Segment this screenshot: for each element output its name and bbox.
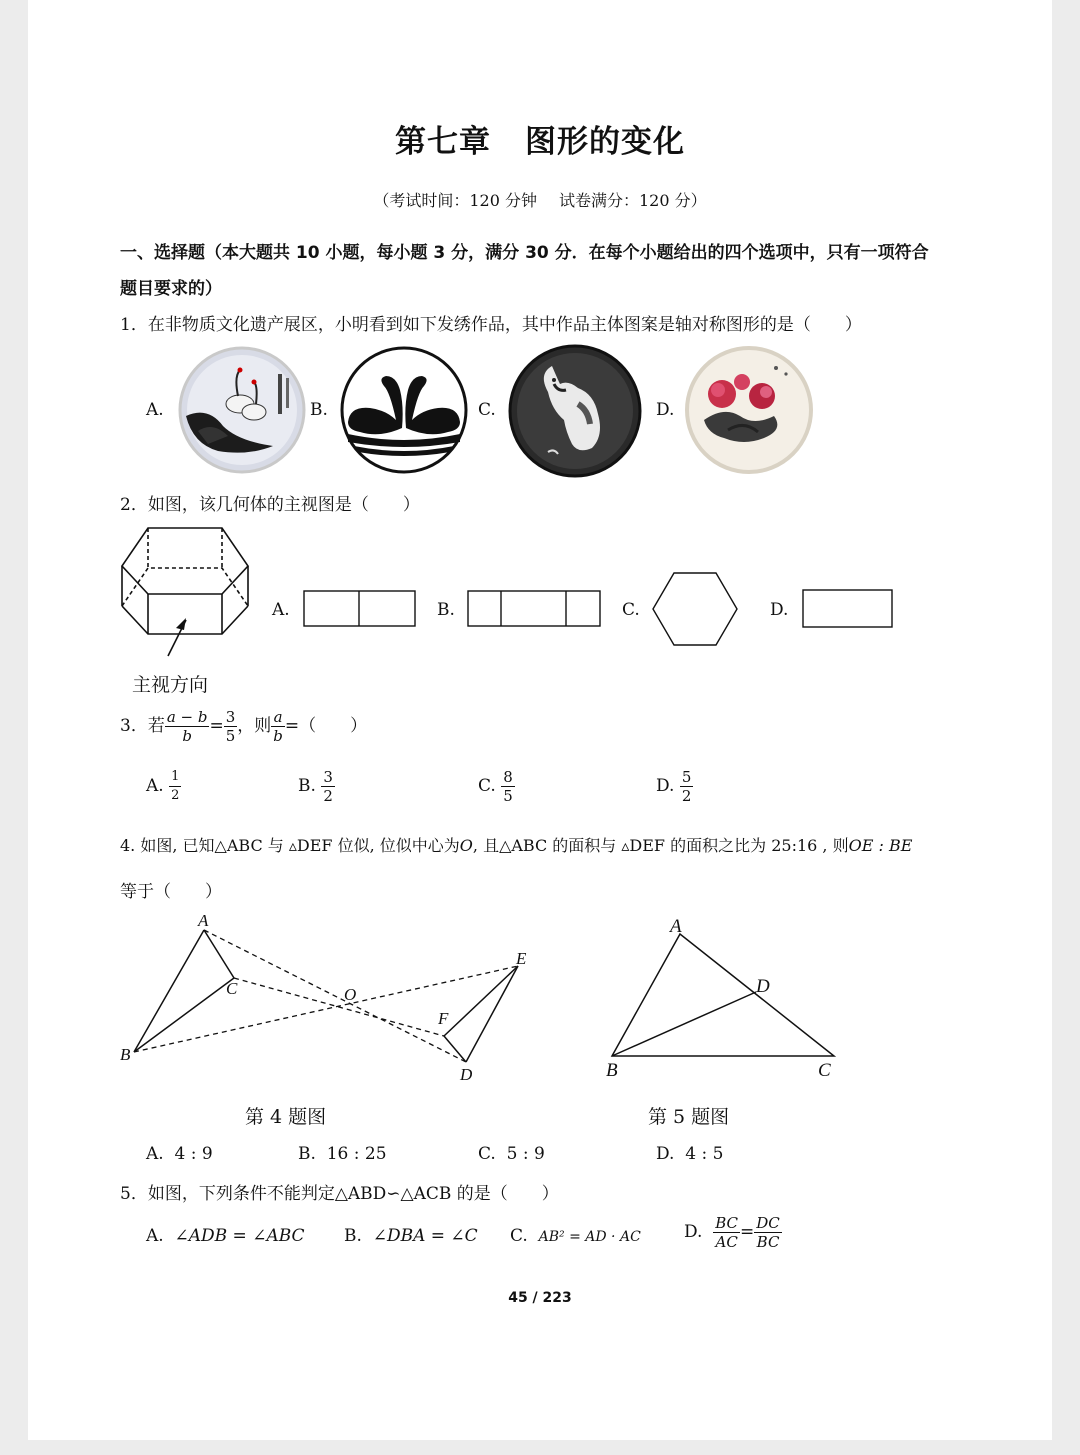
fig5-label-b: B bbox=[606, 1060, 618, 1081]
q3-lhs-den: b bbox=[182, 727, 192, 745]
q5-option-b-value: ∠DBA = ∠C bbox=[372, 1226, 478, 1246]
fig4-label-f: F bbox=[438, 1009, 449, 1028]
fig4-label-d: D bbox=[460, 1065, 473, 1084]
q3-option-c-label: C. bbox=[478, 776, 496, 796]
question-1-stem: 1．在非物质文化遗产展区，小明看到如下发绣作品，其中作品主体图案是轴对称图形的是（ ） bbox=[120, 315, 862, 335]
question-5-stem: 5．如图，下列条件不能判定△ABD∽△ACB 的是（ ） bbox=[120, 1184, 559, 1204]
q4-stem-a: 4. 如图, 已知△ABC 与 ▵DEF 位似, 位似中心为 bbox=[120, 836, 460, 855]
q5-option-d-label: D. bbox=[684, 1222, 703, 1242]
q3-lhs-fraction bbox=[165, 708, 210, 745]
q4-stem-b: , 且△ABC 的面积与 ▵DEF 的面积之比为 25:16 , 则 bbox=[472, 836, 849, 855]
q1-option-a-label: A. bbox=[146, 400, 164, 420]
fig4-label-c: C bbox=[226, 979, 238, 998]
q2-option-a-figure bbox=[303, 590, 416, 628]
q5-option-c-label: C. bbox=[510, 1226, 528, 1246]
question-3-stem: 3．若 $\frac{a - b}{b}$ = $\frac{3}{5}$ ，则 $\frac{a}{b}$ =（ ） bbox=[120, 708, 368, 745]
q3-option-c-den: 5 bbox=[503, 787, 513, 805]
q5-option-d-den1: AC bbox=[715, 1233, 738, 1251]
q3-option-d-num: 5 bbox=[681, 768, 692, 786]
q5-option-b bbox=[344, 1226, 478, 1246]
chapter-title bbox=[0, 116, 1080, 161]
q2-option-c-figure bbox=[652, 572, 738, 646]
q3-rhs-den: 5 bbox=[225, 727, 236, 745]
q4-option-d-value: 4 : 5 bbox=[685, 1144, 724, 1164]
q4-option-b-value: 16 : 25 bbox=[326, 1144, 387, 1164]
q5-option-d-eq: = bbox=[740, 1222, 755, 1242]
q5-option-d bbox=[684, 1214, 782, 1251]
q4-option-b bbox=[298, 1144, 387, 1164]
section-heading: 一、选择题（本大题共 10 小题，每小题 3 分，满分 30 分．在每个小题给出的四个选项中，只有一项符合 bbox=[120, 243, 929, 263]
exam-time: （考试时间：120 分钟 bbox=[373, 191, 537, 210]
q4-ratio: OE : BE bbox=[848, 836, 913, 855]
q3-tail: =（ ） bbox=[284, 716, 368, 736]
q4-option-b-label: B. bbox=[298, 1144, 316, 1164]
chapter-topic: 图形的变化 bbox=[525, 124, 685, 160]
q2-option-b-label: B. bbox=[437, 600, 455, 620]
section-heading-cont: 题目要求的） bbox=[120, 279, 222, 299]
exam-score: 试卷满分：120 分） bbox=[559, 191, 707, 210]
figure-4 bbox=[118, 908, 538, 1088]
q3-option-c bbox=[478, 768, 515, 805]
q5-option-c-value: AB² = AD · AC bbox=[538, 1229, 641, 1245]
q3-ask-den: b bbox=[273, 727, 283, 745]
question-4-stem-cont: 等于（ ） bbox=[120, 882, 222, 902]
fig5-label-d: D bbox=[756, 976, 770, 997]
q3-option-a bbox=[146, 768, 181, 805]
q3-ask-fraction bbox=[271, 708, 285, 745]
fig4-label-e: E bbox=[516, 949, 527, 968]
q5-option-a-label: A. bbox=[146, 1226, 164, 1246]
swans-embroidery bbox=[340, 346, 468, 474]
q3-option-a-label: A. bbox=[146, 776, 164, 796]
q4-option-d bbox=[656, 1144, 723, 1164]
q2-option-b-figure bbox=[467, 590, 601, 628]
q3-option-d-label: D. bbox=[656, 776, 675, 796]
q5-option-b-label: B. bbox=[344, 1226, 362, 1246]
fig5-label-c: C bbox=[818, 1060, 831, 1081]
q3-lhs-num: a − b bbox=[166, 708, 208, 726]
q3-option-b-fraction bbox=[321, 768, 335, 805]
q4-option-d-label: D. bbox=[656, 1144, 675, 1164]
q5-option-a bbox=[146, 1226, 305, 1246]
q3-option-c-fraction bbox=[501, 768, 515, 805]
q3-option-a-fraction bbox=[169, 768, 181, 805]
q3-rhs-fraction bbox=[224, 708, 238, 745]
q4-center: O bbox=[459, 836, 473, 855]
q5-option-c bbox=[510, 1226, 641, 1246]
q3-option-d-fraction bbox=[680, 768, 694, 805]
fig4-caption: 第 4 题图 bbox=[245, 1106, 327, 1128]
fig4-label-a: A bbox=[198, 911, 209, 930]
fig4-label-o: O bbox=[344, 985, 357, 1004]
q2-option-c-label: C. bbox=[622, 600, 640, 620]
q5-option-d-den2: BC bbox=[756, 1233, 780, 1251]
q4-option-c bbox=[478, 1144, 545, 1164]
q4-option-a-value: 4 : 9 bbox=[174, 1144, 213, 1164]
peony-embroidery bbox=[684, 346, 814, 474]
view-direction-caption: 主视方向 bbox=[132, 674, 209, 696]
q5-option-d-num1: BC bbox=[715, 1214, 739, 1232]
cat-embroidery bbox=[508, 344, 642, 478]
q5-option-a-value: ∠ADB = ∠ABC bbox=[174, 1226, 305, 1246]
q5-option-d-frac2 bbox=[754, 1214, 782, 1251]
q3-prefix: 3．若 bbox=[120, 716, 165, 736]
exam-info bbox=[0, 188, 1080, 211]
q3-option-d bbox=[656, 768, 693, 805]
q3-option-b bbox=[298, 768, 335, 805]
page-number: 45 / 223 bbox=[508, 1290, 572, 1306]
q5-option-d-num2: DC bbox=[756, 1214, 780, 1232]
q1-option-b-label: B. bbox=[310, 400, 328, 420]
q3-option-b-den: 2 bbox=[323, 787, 333, 805]
q4-option-a-label: A. bbox=[146, 1144, 164, 1164]
figure-5 bbox=[600, 908, 850, 1088]
q3-option-c-num: 8 bbox=[503, 768, 513, 786]
q2-option-a-label: A. bbox=[272, 600, 290, 620]
q3-rhs-num: 3 bbox=[225, 708, 236, 726]
fig5-caption: 第 5 题图 bbox=[648, 1106, 730, 1128]
q1-option-c-label: C. bbox=[478, 400, 496, 420]
q3-ask-num: a bbox=[271, 708, 285, 727]
q3-option-d-den: 2 bbox=[681, 787, 692, 805]
q3-option-a-den: 2 bbox=[171, 788, 180, 803]
q3-option-a-num: 1 bbox=[169, 768, 181, 787]
cranes-embroidery bbox=[178, 346, 306, 474]
q2-option-d-label: D. bbox=[770, 600, 789, 620]
chapter-number: 第七章 bbox=[395, 124, 491, 160]
q4-option-a bbox=[146, 1144, 213, 1164]
question-2-stem: 2．如图，该几何体的主视图是（ ） bbox=[120, 495, 420, 515]
q4-option-c-label: C. bbox=[478, 1144, 496, 1164]
fig5-label-a: A bbox=[670, 916, 682, 937]
question-4-stem bbox=[120, 833, 912, 856]
q2-option-d-figure bbox=[802, 589, 894, 629]
fig4-label-b: B bbox=[120, 1045, 131, 1064]
q5-option-d-frac1 bbox=[713, 1214, 740, 1251]
q4-option-c-value: 5 : 9 bbox=[506, 1144, 545, 1164]
hexagonal-prism-figure bbox=[118, 524, 252, 660]
q1-option-d-label: D. bbox=[656, 400, 675, 420]
q3-option-b-num: 3 bbox=[323, 768, 333, 786]
q3-mid: ，则 bbox=[237, 716, 272, 736]
q3-option-b-label: B. bbox=[298, 776, 316, 796]
